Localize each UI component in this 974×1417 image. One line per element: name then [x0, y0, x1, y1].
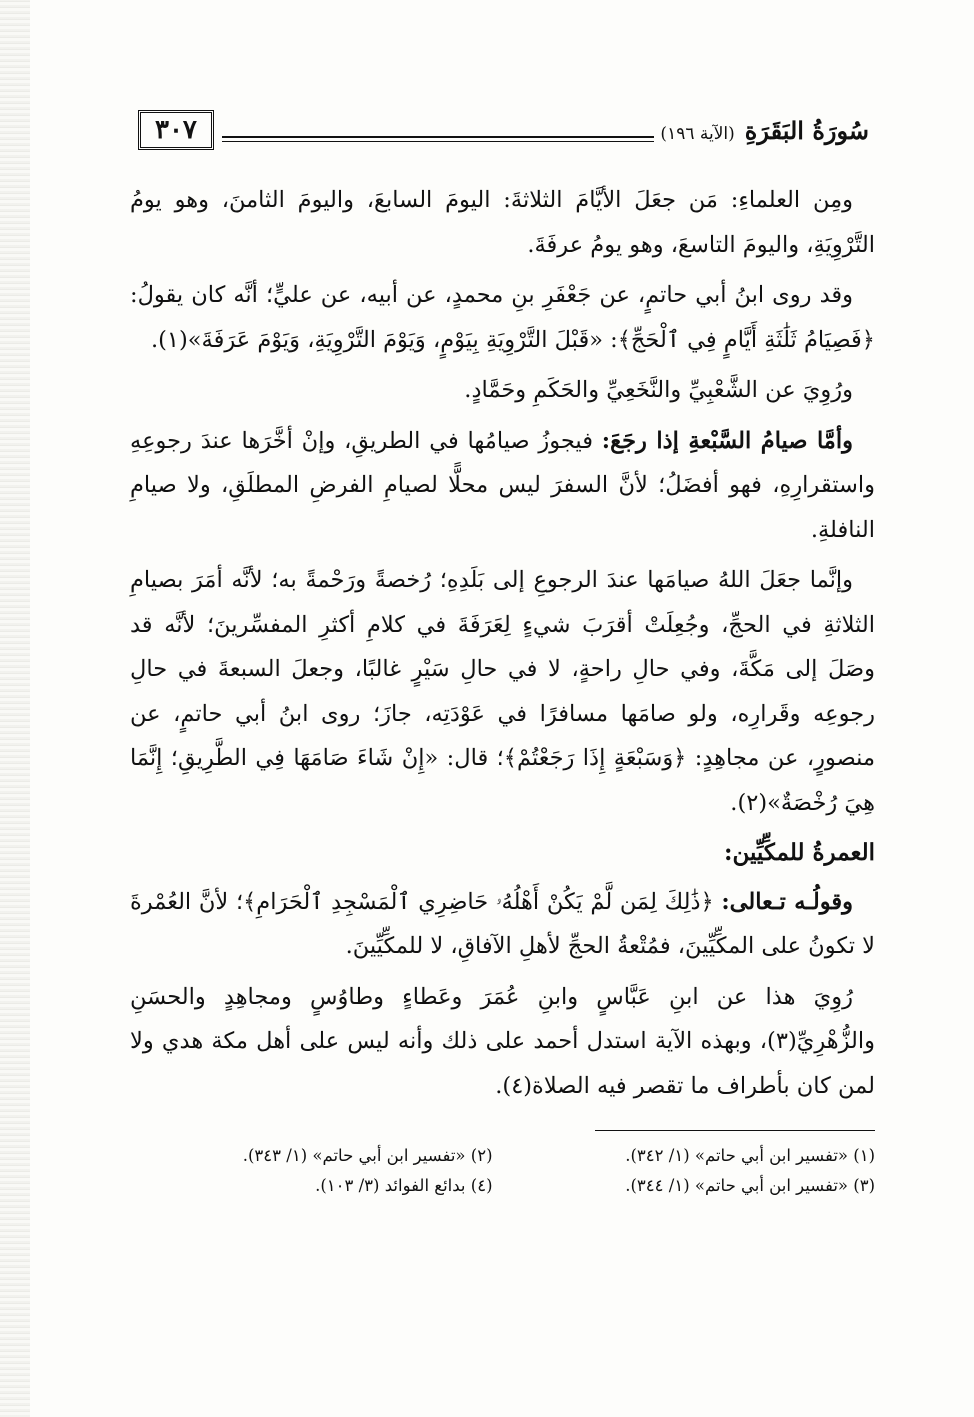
paragraph-1: ومِن العلماءِ: مَن جعَلَ الأيَّامَ الثلاثةَ: اليومَ السابعَ، واليومَ الثامنَ، وهو يومُ التَّرْوِيَةِ، واليومَ التاسعَ، وهو يومُ عرفَةَ.	[130, 187, 875, 258]
footnote-2: (٢) «تفسير ابن أبي حاتم» (١/ ٣٤٣).	[242, 1146, 493, 1165]
paragraph-4: وأمَّا صيامُ السَّبْعةِ إذا رجَعَ: فيجوزُ صيامُها في الطريقِ، وإنْ أخَّرَها عندَ رجوعِهِ واستقرارِهِ، فهو أفضَلُ؛ لأنَّ السفرَ ليس محلًّا لصيامِ الفرضِ المطلَقِ، ولا صيامِ النافلةِ.	[130, 427, 875, 543]
paragraph-lead: وقولُـه تـعالى:	[721, 888, 853, 915]
paragraph-5: وإنَّما جعَلَ اللهُ صيامَها عندَ الرجوعِ إلى بَلَدِهِ؛ رُخصةً ورَحْمةً به؛ لأنَّه أمَرَ بصيامِ الثلاثةِ في الحجِّ، وجُعِلَتْ أقرَبَ شيءٍ لِعَرَفَةَ في كلامِ أكثرِ المفسِّرينَ؛ لأنَّه قد وصَلَ إلى مَكَّةَ، وفي حالِ راحةٍ، لا في حالِ سَيْرٍ غالبًا، وجعلَ السبعةَ في حالِ رجوعِه وقَرارِه، ولو صامَها مسافرًا في عَوْدَتِه، جازَ؛ روى ابنُ أبي حاتمٍ، عن منصورٍ، عن مجاهِدٍ: ﴿وَسَبْعَةٍ إِذَا رَجَعْتُمْ﴾؛ قال: «إِنْ شَاءَ صَامَهَا فِي الطَّرِيقِ؛ إِنَّمَا هِيَ رُخْصَةٌ»(٢).	[130, 567, 875, 816]
ayah-reference: (الآية ١٩٦)	[660, 123, 735, 144]
footnote-3: (٣) «تفسير ابن أبي حاتم» (١/ ٣٤٤).	[625, 1176, 875, 1195]
page-body	[130, 178, 875, 1201]
footnote-4: (٤) بدائع الفوائد (٣/ ١٠٣).	[315, 1176, 493, 1195]
paragraph-3: ورُوِيَ عن الشَّعْبِيِّ والنَّخَعِيِّ والحَكَمِ وحَمَّادٍ.	[464, 377, 853, 403]
book-page	[130, 100, 875, 1201]
running-title	[654, 116, 875, 145]
footnotes	[130, 1141, 875, 1201]
page-header	[130, 100, 875, 160]
footnote-separator	[595, 1130, 875, 1131]
footnote-1: (١) «تفسير ابن أبي حاتم» (١/ ٣٤٢).	[625, 1146, 875, 1165]
paragraph-lead: وأمَّا صيامُ السَّبْعةِ إذا رجَعَ:	[601, 427, 853, 454]
page-number-box	[130, 110, 222, 150]
page-number: ٣٠٧	[138, 110, 214, 150]
scan-edge-texture	[0, 0, 30, 1417]
paragraph-6: وقولُـه تـعالى: ﴿ذَٰلِكَ لِمَن لَّمْ يَكُنْ أَهْلُهُۥ حَاضِرِي ٱلْمَسْجِدِ ٱلْحَرَامِ﴾؛ لأنَّ العُمْرةَ لا تكونُ على المكِّيِّينَ، فمُتْعةُ الحجِّ لأهلِ الآفاقِ، لا للمكِّيِّينَ.	[130, 888, 875, 959]
section-heading: العمرةُ للمكِّيِّين:	[723, 839, 875, 866]
paragraph-7: رُوِيَ هذا عن ابنِ عَبَّاسٍ وابنِ عُمَرَ وعَطاءٍ وطاوُسٍ ومجاهِدٍ والحسَنِ والزُّهْرِيِّ(٣)، وبهذه الآية استدل أحمد على ذلك وأنه ليس على أهل مكة هدي ولا لمن كان بأطراف ما تقصر فيه الصلاة(٤).	[130, 983, 875, 1099]
surah-name: سُورَةُ البَقَرَةِ	[744, 115, 869, 145]
paragraph-2: وقد روى ابنُ أبي حاتمٍ، عن جَعْفَرِ بنِ محمدٍ، عن أبيه، عن عليٍّ؛ أنَّه كان يقولُ: ﴿فَصِيَامُ ثَلَٰثَةِ أَيَّامٍ فِي ٱلْحَجِّ﴾: «قَبْلَ التَّرْوِيَةِ بِيَوْمٍ، وَيَوْمَ التَّرْوِيَةِ، وَيَوْمَ عَرَفَةَ»(١).	[130, 282, 875, 353]
